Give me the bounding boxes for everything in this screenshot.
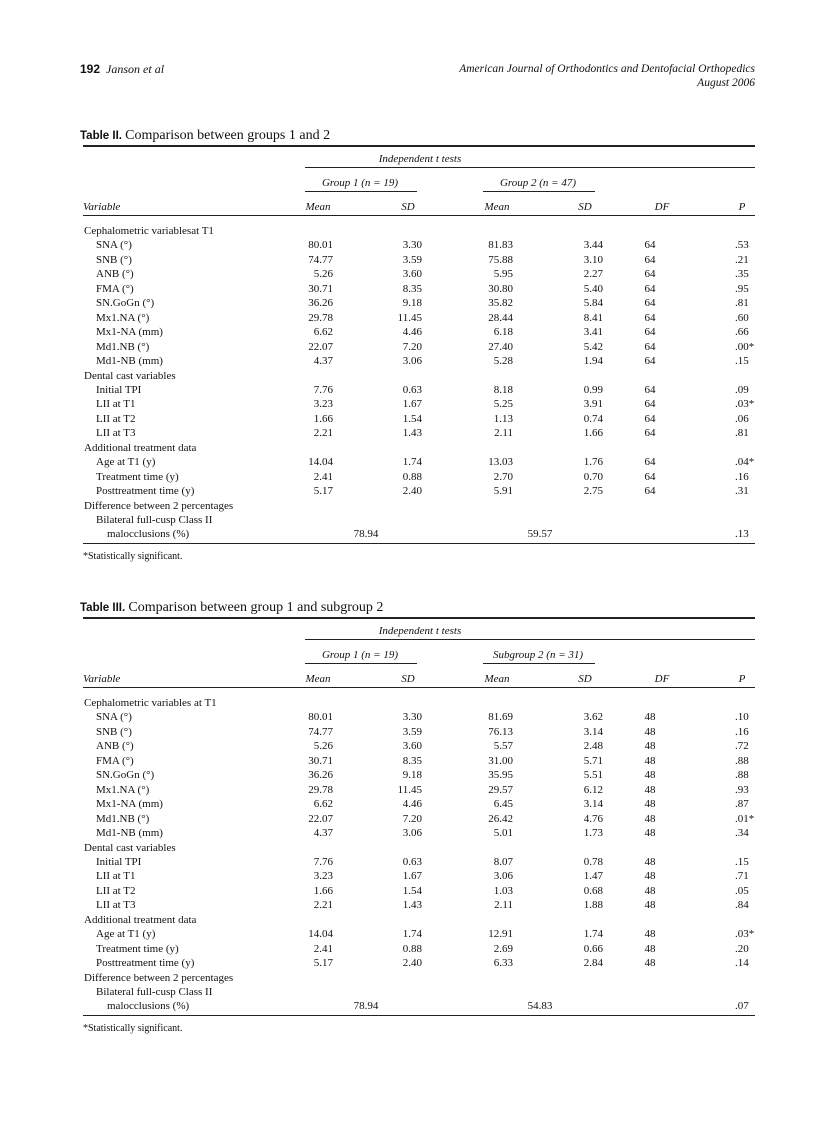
column-header-df: DF: [654, 673, 670, 685]
group2-mean: 81.69: [488, 711, 513, 724]
group1-sd: 3.59: [402, 253, 422, 266]
df: 64: [644, 470, 656, 483]
group1-mean: 7.76: [313, 383, 333, 396]
df: 48: [644, 783, 656, 796]
group2-mean: 5.01: [493, 827, 513, 840]
p-value: .20: [735, 942, 749, 955]
row-label: Posttreatment time (y): [96, 485, 195, 498]
table-caption: Comparison between group 1 and subgroup 2: [128, 600, 384, 615]
group2-sd: 0.66: [583, 942, 603, 955]
group2-mean: 76.13: [488, 725, 513, 738]
table-title: [80, 600, 383, 616]
df: 48: [644, 855, 656, 868]
column-header-sd: SD: [578, 201, 592, 213]
group2-sd: 1.73: [583, 827, 603, 840]
group2-sd: 3.62: [583, 711, 603, 724]
df: 48: [644, 740, 656, 753]
group2-mean: 6.18: [493, 326, 513, 339]
table-label: Table III.: [80, 602, 129, 614]
df: 64: [644, 412, 656, 425]
df: 64: [644, 268, 656, 281]
df: 64: [644, 253, 656, 266]
section-label: Additional treatment data: [84, 913, 197, 926]
column-header-mean: Mean: [484, 673, 510, 685]
group1-sd: 9.18: [402, 769, 422, 782]
row-label: Age at T1 (y): [96, 928, 156, 941]
p-value: .81: [735, 427, 749, 440]
p-value: .93: [735, 783, 749, 796]
group2-mean: 5.28: [493, 355, 513, 368]
group1-mean: 5.17: [313, 485, 333, 498]
group1-mean: 2.21: [313, 427, 333, 440]
table-footnote: *Statistically significant.: [83, 550, 183, 562]
journal-name: American Journal of Orthodontics and Dentofacial Orthopedics: [459, 63, 755, 75]
table-bottom-rule: [83, 543, 755, 545]
group1-mean: 3.23: [313, 870, 333, 883]
group1-mean: 80.01: [308, 711, 333, 724]
group2-mean: 5.25: [493, 398, 513, 411]
group1-mean: 74.77: [308, 253, 333, 266]
group2-sd: 0.78: [583, 855, 603, 868]
df: 48: [644, 725, 656, 738]
row-label: ANB (°): [96, 268, 134, 281]
test-header-rule: [305, 167, 755, 168]
group1-mean: 4.37: [313, 827, 333, 840]
group2-percentage: 59.57: [527, 528, 553, 541]
group2-mean: 3.06: [493, 870, 513, 883]
row-label: FMA (°): [96, 282, 134, 295]
header-bottom-rule: [83, 215, 755, 216]
group1-mean: 14.04: [308, 928, 333, 941]
df: 48: [644, 870, 656, 883]
group2-mean: 5.95: [493, 268, 513, 281]
column-header-sd: SD: [578, 673, 592, 685]
group2-mean: 2.11: [494, 427, 513, 440]
group1-mean: 74.77: [308, 725, 333, 738]
p-value: .88: [735, 754, 749, 767]
p-value: .87: [735, 798, 749, 811]
group2-sd: 3.14: [583, 798, 603, 811]
group1-sd: 3.30: [402, 711, 422, 724]
group1-mean: 36.26: [308, 297, 333, 310]
group2-sd: 1.74: [583, 928, 603, 941]
group2-sd: 5.51: [583, 769, 603, 782]
row-label: LII at T2: [96, 884, 136, 897]
group1-mean: 1.66: [313, 412, 333, 425]
group1-sd: 11.45: [397, 783, 422, 796]
running-header-right: [459, 62, 755, 90]
df: 64: [644, 340, 656, 353]
group1-mean: 36.26: [308, 769, 333, 782]
group1-sd: 7.20: [402, 812, 422, 825]
column-header-df: DF: [654, 201, 670, 213]
group2-sd: 3.41: [583, 326, 603, 339]
group2-sd: 5.71: [583, 754, 603, 767]
table-label: Table II.: [80, 130, 126, 142]
p-value: .00*: [735, 340, 755, 353]
group1-rule: [305, 663, 417, 664]
group1-mean: 80.01: [308, 239, 333, 252]
p-value: .88: [735, 769, 749, 782]
group1-sd: 3.59: [402, 725, 422, 738]
section-label: Cephalometric variables at T1: [84, 697, 217, 709]
group2-rule: [483, 663, 595, 664]
table-top-rule: [83, 145, 755, 147]
group1-mean: 2.21: [313, 899, 333, 912]
df: 48: [644, 942, 656, 955]
row-label: SNB (°): [96, 253, 132, 266]
group2-mean: 75.88: [488, 253, 513, 266]
group1-mean: 5.26: [313, 268, 333, 281]
p-value: .03*: [735, 398, 755, 411]
df: 48: [644, 711, 656, 724]
p-value: .15: [735, 355, 749, 368]
group1-sd: 0.88: [402, 470, 422, 483]
p-value: .53: [735, 239, 749, 252]
test-header: Independent t tests: [378, 625, 462, 637]
group2-mean: 8.07: [493, 855, 513, 868]
section-label: Difference between 2 percentages: [84, 971, 234, 984]
group1-sd: 3.06: [402, 827, 422, 840]
p-value: .34: [735, 827, 749, 840]
issue-date: August 2006: [697, 77, 755, 89]
group2-mean: 35.95: [488, 769, 513, 782]
group2-header: Subgroup 2 (n = 31): [492, 649, 584, 661]
group1-sd: 1.54: [402, 884, 422, 897]
p-value: .14: [735, 957, 749, 970]
row-label: SNA (°): [96, 239, 132, 252]
df: 48: [644, 769, 656, 782]
column-header-mean: Mean: [305, 201, 331, 213]
group1-sd: 7.20: [402, 340, 422, 353]
group1-mean: 6.62: [313, 326, 333, 339]
group1-mean: 5.17: [313, 957, 333, 970]
p-value: .06: [735, 412, 749, 425]
p-value: .04*: [735, 456, 755, 469]
row-label: Initial TPI: [96, 383, 142, 396]
group1-sd: 8.35: [402, 754, 422, 767]
column-header-sd: SD: [401, 201, 415, 213]
row-label: Mx1-NA (mm): [96, 798, 163, 811]
group1-mean: 7.76: [313, 855, 333, 868]
df: 48: [644, 754, 656, 767]
p-value: .84: [735, 899, 749, 912]
p-value: .09: [735, 383, 749, 396]
group2-sd: 0.74: [583, 412, 603, 425]
p-value: .07: [735, 1000, 749, 1013]
row-label: LII at T1: [96, 398, 136, 411]
p-value: .05: [735, 884, 749, 897]
group2-mean: 13.03: [488, 456, 513, 469]
table-title: [80, 128, 330, 144]
p-value: .21: [735, 253, 749, 266]
df: 48: [644, 827, 656, 840]
row-label: Mx1.NA (°): [96, 783, 150, 796]
group2-sd: 4.76: [583, 812, 603, 825]
df: 64: [644, 456, 656, 469]
group2-sd: 0.70: [583, 470, 603, 483]
row-label: SN.GoGn (°): [96, 769, 155, 782]
p-value: .60: [735, 311, 749, 324]
group2-sd: 1.94: [583, 355, 603, 368]
group2-mean: 26.42: [488, 812, 513, 825]
row-label: Initial TPI: [96, 855, 142, 868]
group2-percentage: 54.83: [527, 1000, 553, 1013]
row-label: FMA (°): [96, 754, 134, 767]
p-value: .01*: [735, 812, 755, 825]
row-label: LII at T3: [96, 899, 136, 912]
running-header-left: [80, 62, 164, 77]
group1-sd: 4.46: [402, 798, 422, 811]
group1-mean: 4.37: [313, 355, 333, 368]
authors: Janson et al: [106, 62, 165, 76]
section-label: Difference between 2 percentages: [84, 499, 234, 512]
row-label: ANB (°): [96, 740, 134, 753]
group2-mean: 30.80: [488, 282, 513, 295]
group1-mean: 1.66: [313, 884, 333, 897]
group2-rule: [483, 191, 595, 192]
df: 48: [644, 798, 656, 811]
group1-sd: 3.60: [402, 740, 422, 753]
group1-sd: 3.60: [402, 268, 422, 281]
row-label: LII at T3: [96, 427, 136, 440]
group1-mean: 2.41: [313, 470, 333, 483]
group2-mean: 2.70: [493, 470, 513, 483]
table-top-rule: [83, 617, 755, 619]
group2-sd: 2.84: [583, 957, 603, 970]
group2-mean: 6.45: [493, 798, 513, 811]
group2-sd: 5.40: [583, 282, 603, 295]
section-label: Additional treatment data: [84, 441, 197, 454]
row-label: Age at T1 (y): [96, 456, 156, 469]
group1-header: Group 1 (n = 19): [321, 177, 399, 189]
section-label: Cephalometric variablesat T1: [84, 225, 214, 237]
df: 48: [644, 957, 656, 970]
table-footnote: *Statistically significant.: [83, 1022, 183, 1034]
group2-mean: 2.11: [494, 899, 513, 912]
group2-mean: 5.57: [493, 740, 513, 753]
group1-mean: 5.26: [313, 740, 333, 753]
column-header-sd: SD: [401, 673, 415, 685]
row-label: SNB (°): [96, 725, 132, 738]
df: 64: [644, 398, 656, 411]
group2-sd: 3.14: [583, 725, 603, 738]
group1-sd: 8.35: [402, 282, 422, 295]
p-value: .81: [735, 297, 749, 310]
row-label: Bilateral full-cusp Class II: [96, 514, 213, 526]
df: 64: [644, 355, 656, 368]
row-label: Mx1.NA (°): [96, 311, 150, 324]
test-header: Independent t tests: [378, 153, 462, 165]
group2-sd: 2.48: [583, 740, 603, 753]
group1-percentage: 78.94: [353, 1000, 379, 1013]
table-bottom-rule: [83, 1015, 755, 1017]
row-label: SNA (°): [96, 711, 132, 724]
group2-mean: 28.44: [488, 311, 513, 324]
group2-mean: 8.18: [493, 383, 513, 396]
group2-sd: 0.68: [583, 884, 603, 897]
group1-sd: 1.43: [402, 899, 422, 912]
group2-sd: 5.84: [583, 297, 603, 310]
group2-sd: 5.42: [583, 340, 603, 353]
row-label: Md1.NB (°): [96, 340, 150, 353]
group1-mean: 30.71: [308, 754, 333, 767]
group1-sd: 1.74: [402, 456, 422, 469]
p-value: .71: [735, 870, 749, 883]
p-value: .03*: [735, 928, 755, 941]
p-value: .16: [735, 725, 749, 738]
group1-sd: 2.40: [402, 485, 422, 498]
group2-mean: 35.82: [488, 297, 513, 310]
row-label: Md1-NB (mm): [96, 355, 163, 368]
df: 64: [644, 485, 656, 498]
group1-header: Group 1 (n = 19): [321, 649, 399, 661]
column-header-mean: Mean: [484, 201, 510, 213]
group1-sd: 1.43: [402, 427, 422, 440]
p-value: .95: [735, 282, 749, 295]
row-label: SN.GoGn (°): [96, 297, 155, 310]
df: 48: [644, 899, 656, 912]
df: 64: [644, 239, 656, 252]
group2-sd: 3.10: [583, 253, 603, 266]
group1-mean: 2.41: [313, 942, 333, 955]
group1-sd: 4.46: [402, 326, 422, 339]
p-value: .72: [735, 740, 749, 753]
df: 64: [644, 427, 656, 440]
column-header-p: P: [738, 673, 746, 685]
group1-sd: 1.67: [402, 870, 422, 883]
group1-sd: 3.30: [402, 239, 422, 252]
p-value: .10: [735, 711, 749, 724]
group2-sd: 0.99: [583, 383, 603, 396]
group1-rule: [305, 191, 417, 192]
group1-sd: 3.06: [402, 355, 422, 368]
group2-sd: 1.47: [583, 870, 603, 883]
row-label: LII at T2: [96, 412, 136, 425]
column-header-p: P: [738, 201, 746, 213]
p-value: .16: [735, 470, 749, 483]
group2-sd: 3.91: [583, 398, 603, 411]
group1-mean: 22.07: [308, 812, 333, 825]
row-label: malocclusions (%): [107, 1000, 190, 1013]
group1-sd: 2.40: [402, 957, 422, 970]
group2-mean: 27.40: [488, 340, 513, 353]
group2-sd: 3.44: [583, 239, 603, 252]
section-label: Dental cast variables: [84, 841, 176, 854]
group1-sd: 1.74: [402, 928, 422, 941]
group1-mean: 30.71: [308, 282, 333, 295]
group1-sd: 11.45: [397, 311, 422, 324]
group1-mean: 6.62: [313, 798, 333, 811]
row-label: Treatment time (y): [96, 942, 179, 955]
df: 64: [644, 326, 656, 339]
df: 64: [644, 297, 656, 310]
df: 48: [644, 812, 656, 825]
row-label: Treatment time (y): [96, 470, 179, 483]
df: 48: [644, 884, 656, 897]
row-label: Md1.NB (°): [96, 812, 150, 825]
section-label: Dental cast variables: [84, 369, 176, 382]
group1-percentage: 78.94: [353, 528, 379, 541]
p-value: .35: [735, 268, 749, 281]
group2-sd: 2.27: [583, 268, 603, 281]
group2-sd: 2.75: [583, 485, 603, 498]
page-number: 192: [80, 62, 101, 76]
group2-mean: 81.83: [488, 239, 513, 252]
group1-sd: 1.67: [402, 398, 422, 411]
group2-sd: 8.41: [583, 311, 603, 324]
column-header-variable: Variable: [83, 673, 121, 685]
group2-mean: 29.57: [488, 783, 513, 796]
group2-mean: 6.33: [493, 957, 513, 970]
df: 64: [644, 282, 656, 295]
test-header-rule: [305, 639, 755, 640]
group1-sd: 0.63: [402, 383, 422, 396]
p-value: .15: [735, 855, 749, 868]
df: 64: [644, 311, 656, 324]
row-label: Mx1-NA (mm): [96, 326, 163, 339]
row-label: malocclusions (%): [107, 528, 190, 541]
group1-sd: 1.54: [402, 412, 422, 425]
group1-mean: 14.04: [308, 456, 333, 469]
group2-header: Group 2 (n = 47): [499, 177, 577, 189]
df: 48: [644, 928, 656, 941]
df: 64: [644, 383, 656, 396]
p-value: .31: [735, 485, 749, 498]
row-label: Bilateral full-cusp Class II: [96, 986, 213, 998]
group1-mean: 3.23: [313, 398, 333, 411]
group1-sd: 0.88: [402, 942, 422, 955]
p-value: .13: [735, 528, 749, 541]
column-header-mean: Mean: [305, 673, 331, 685]
group2-sd: 1.88: [583, 899, 603, 912]
group1-sd: 9.18: [402, 297, 422, 310]
group1-mean: 29.78: [308, 783, 333, 796]
group1-sd: 0.63: [402, 855, 422, 868]
p-value: .66: [735, 326, 749, 339]
group1-mean: 29.78: [308, 311, 333, 324]
column-header-variable: Variable: [83, 201, 121, 213]
row-label: Posttreatment time (y): [96, 957, 195, 970]
group1-mean: 22.07: [308, 340, 333, 353]
group2-mean: 5.91: [493, 485, 513, 498]
group2-mean: 1.03: [493, 884, 513, 897]
table-caption: Comparison between groups 1 and 2: [125, 128, 331, 143]
header-bottom-rule: [83, 687, 755, 688]
group2-sd: 1.76: [583, 456, 603, 469]
row-label: Md1-NB (mm): [96, 827, 163, 840]
group2-mean: 1.13: [493, 412, 513, 425]
group2-mean: 12.91: [488, 928, 513, 941]
group2-sd: 1.66: [583, 427, 603, 440]
group2-mean: 31.00: [488, 754, 513, 767]
row-label: LII at T1: [96, 870, 136, 883]
group2-sd: 6.12: [583, 783, 603, 796]
group2-mean: 2.69: [493, 942, 513, 955]
